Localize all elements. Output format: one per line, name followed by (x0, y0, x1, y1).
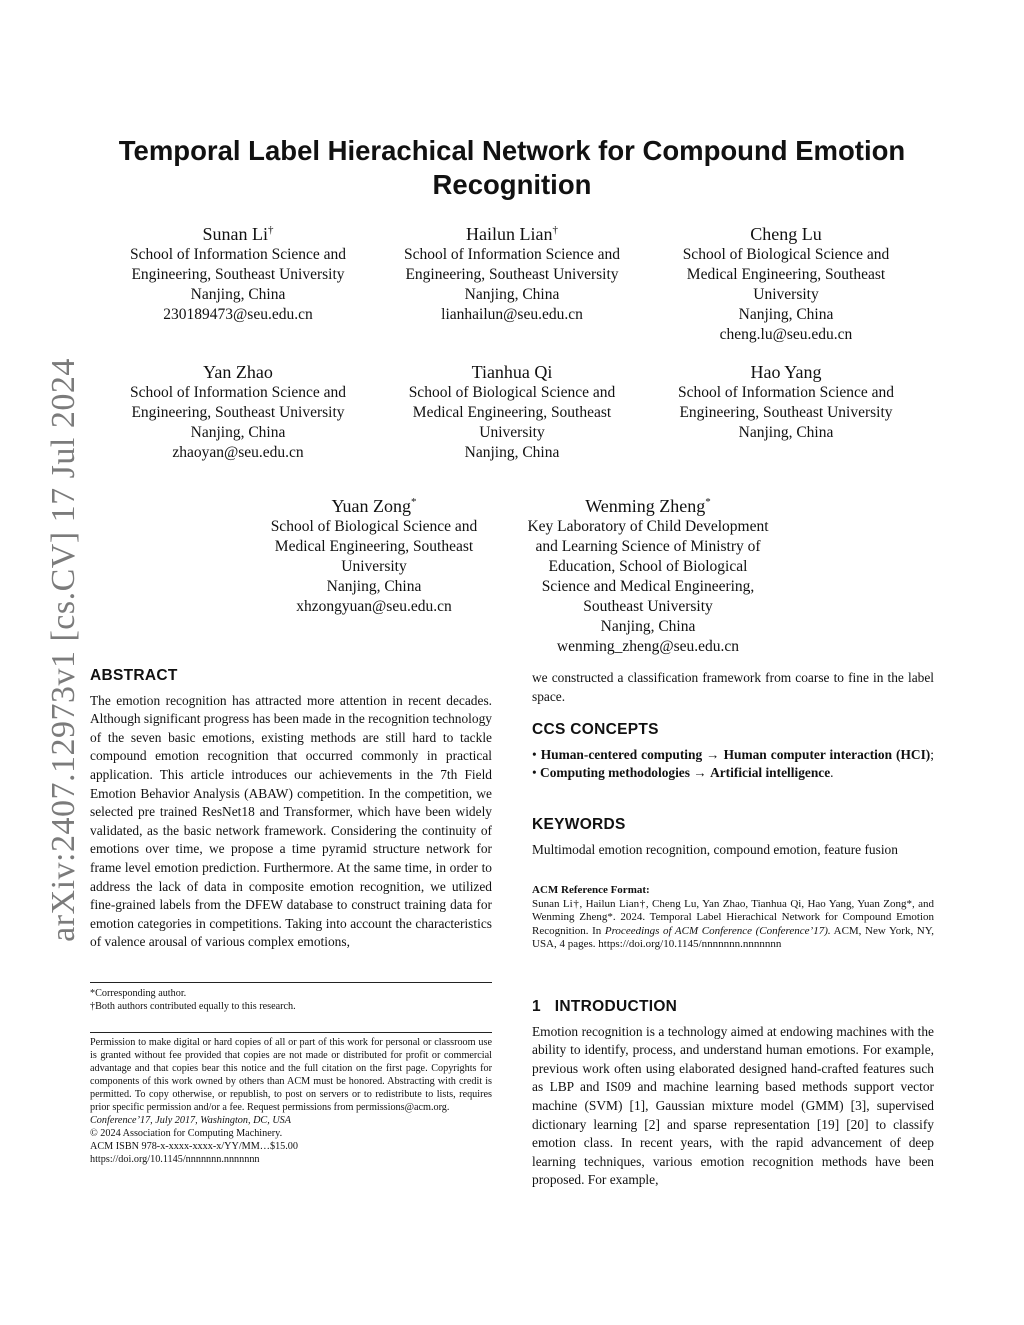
acm-reference (532, 884, 934, 952)
abstract-continued: we constructed a classification framework from coarse to fine in the label space. (532, 670, 934, 704)
permission-block (90, 1036, 492, 1166)
author-mark: † (268, 224, 274, 236)
isbn-line: ACM ISBN 978-x-xxxx-xxxx-x/YY/MM…$15.00 (90, 1141, 298, 1152)
affiliation-line: School of Information Science and (129, 246, 347, 263)
keywords-heading: KEYWORDS (532, 816, 626, 833)
affiliation-line: Key Laboratory of Child Development (527, 518, 769, 535)
affiliation-line: School of Biological Science and (270, 518, 478, 535)
acm-ref-authors: Sunan Li†, Hailun Lian†, Cheng Lu, Yan Zhao, Tianhua Qi, Hao Yang, Yuan Zong*, and Wenming Zheng*. 2024. Temporal Label Hierachical Network for Compound Emotion Recognition. In (532, 897, 934, 937)
author-email: xhzongyuan@seu.edu.cn (296, 598, 452, 615)
abstract-section (90, 667, 492, 952)
ccs-heading: CCS CONCEPTS (532, 721, 659, 738)
author-block-2 (372, 219, 652, 325)
author-email: wenming_zheng@seu.edu.cn (556, 638, 740, 655)
affiliation-line: University (341, 558, 407, 575)
affiliation-line: Engineering, Southeast University (131, 404, 345, 421)
footnote-rule (90, 982, 492, 983)
permission-text: Permission to make digital or hard copies of all or part of this work for personal or classroom use is granted without fee provided that copies are not made or distributed for profit or commercial advantage and that copies bear this notice and the full citation on the first page. Copyrights for components of this work owned by others than ACM must be honored. Abstracting with credit is permitted. To copy otherwise, or republish, to post on servers or to redistribute to lists, requires prior specific permission and/or a fee. Request permissions from permissions@acm.org. (90, 1037, 492, 1113)
abstract-text: The emotion recognition has attracted more attention in recent decades. Although significant progress has been made in the recognition technology of the seven basic emotions, existing methods are still hard to tackle compound emotion recognition that occurred commonly in practical application. This article introduces our achievements in the 7th Field Emotion Behavior Analysis (ABAW) competition. In the competition, we selected pre trained ResNet18 and Transformer, which have been widely validated, as the basic network framework. Considering the continuity of emotions over time, we propose a time pyramid structure network for frame level emotion prediction. Furthermore. At the same time, in order to address the lack of data in composite emotion recognition, we utilized fine-grained labels from the DFEW database to construct training data for emotion categories in competitions. Taking into account the characteristics of valence arousal of various complex emotions, (90, 692, 492, 950)
affiliation-line: School of Biological Science and (408, 384, 616, 401)
intro-heading: 1 INTRODUCTION (532, 998, 678, 1015)
author-block-1 (98, 219, 378, 325)
affiliation-line: Nanjing, China (190, 286, 286, 303)
author-mark: * (411, 496, 417, 508)
acm-ref-text (532, 898, 934, 952)
author-name: Yuan Zong (331, 496, 411, 516)
acm-ref-venue: Proceedings of ACM Conference (Conference’17). (604, 924, 831, 937)
ccs-subitem: Human computer interaction (HCI) (723, 746, 931, 762)
affiliation-line: Nanjing, China (326, 578, 422, 595)
affiliation-line: Nanjing, China (738, 424, 834, 441)
author-email: lianhailun@seu.edu.cn (441, 306, 583, 323)
affiliation-line: Engineering, Southeast University (679, 404, 893, 421)
author-block-5 (372, 357, 652, 463)
ccs-subitem: Artificial intelligence (710, 765, 831, 781)
copyright-line: © 2024 Association for Computing Machinery. (90, 1128, 283, 1139)
author-email: 230189473@seu.edu.cn (163, 306, 313, 323)
keywords-text: Multimodal emotion recognition, compound emotion, feature fusion (532, 841, 898, 857)
affiliation-line: Nanjing, China (464, 286, 560, 303)
affiliation-line: and Learning Science of Ministry of (535, 538, 761, 555)
affiliation-line: Engineering, Southeast University (131, 266, 345, 283)
affiliation-line: School of Information Science and (677, 384, 895, 401)
affiliation-line: University (753, 286, 819, 303)
author-mark: * (705, 496, 711, 508)
conference-line: Conference’17, July 2017, Washington, DC, USA (90, 1115, 291, 1126)
affiliation-line: Science and Medical Engineering, (541, 578, 755, 595)
ccs-section (532, 721, 934, 783)
affiliation-line: Southeast University (583, 598, 713, 615)
footnote-equal: †Both authors contributed equally to this research. (90, 1001, 296, 1012)
affiliation-line: School of Information Science and (129, 384, 347, 401)
affiliation-line: Medical Engineering, Southeast (274, 538, 474, 555)
arxiv-stamp: arXiv:2407.12973v1 [cs.CV] 17 Jul 2024 (45, 358, 82, 942)
author-block-4 (98, 357, 378, 463)
affiliation-line: Nanjing, China (190, 424, 286, 441)
affiliation-line: University (479, 424, 545, 441)
footnote-corresponding: *Corresponding author. (90, 988, 187, 999)
author-block-3 (646, 219, 926, 345)
author-name: Sunan Li (202, 224, 268, 244)
acm-ref-heading: ACM Reference Format: (532, 884, 650, 896)
author-email: zhaoyan@seu.edu.cn (172, 444, 304, 461)
ccs-text: • Human-centered computing → Human computer interaction (HCI); • Computing methodologies → Artificial intelligence. (532, 746, 934, 781)
doi-line: https://doi.org/10.1145/nnnnnnn.nnnnnnn (90, 1154, 260, 1165)
acm-ref-rest: ACM, New York, NY, USA, 4 pages. https://doi.org/10.1145/nnnnnnn.nnnnnnn (532, 924, 935, 951)
author-block-8 (508, 491, 788, 657)
affiliation-line: Engineering, Southeast University (405, 266, 619, 283)
author-name: Yan Zhao (203, 362, 273, 382)
keywords-section (532, 816, 934, 859)
affiliation-line: Medical Engineering, Southeast (412, 404, 612, 421)
permission-rule (90, 1032, 492, 1033)
author-name: Tianhua Qi (471, 362, 553, 382)
author-block-7 (234, 491, 514, 617)
footnotes (90, 987, 492, 1013)
intro-text: Emotion recognition is a technology aimed at endowing machines with the ability to identify, process, and understand human emotions. For example, previous work often using elaborated designed hand-crafted features such as LBP and IS09 and machine learning based methods support vector machine (SVM) [1], Gaussian mixture model (GMM) [3], supervised dictionary learning [2] and sparse representation [19] [20] to classify emotion class. In recent years, with the rapid advancement of deep learning techniques, various emotion recognition methods have been proposed. For example, (532, 1023, 934, 1188)
author-name: Wenming Zheng (585, 496, 706, 516)
author-name: Hao Yang (750, 362, 822, 382)
affiliation-line: Nanjing, China (464, 444, 560, 461)
paper-title: Temporal Label Hierachical Network for Compound Emotion Recognition (118, 135, 906, 200)
introduction-section (532, 998, 934, 1190)
abstract-heading: ABSTRACT (90, 667, 178, 684)
author-block-6 (646, 357, 926, 443)
affiliation-line: Education, School of Biological (548, 558, 748, 575)
affiliation-line: School of Information Science and (403, 246, 621, 263)
author-name: Cheng Lu (750, 224, 822, 244)
author-email: cheng.lu@seu.edu.cn (719, 326, 853, 343)
affiliation-line: Medical Engineering, Southeast (686, 266, 886, 283)
ccs-item: Human-centered computing (540, 746, 703, 762)
affiliation-line: Nanjing, China (600, 618, 696, 635)
author-mark: † (552, 224, 558, 236)
affiliation-line: School of Biological Science and (682, 246, 890, 263)
affiliation-line: Nanjing, China (738, 306, 834, 323)
author-name: Hailun Lian (466, 224, 553, 244)
ccs-item: Computing methodologies (540, 765, 690, 781)
